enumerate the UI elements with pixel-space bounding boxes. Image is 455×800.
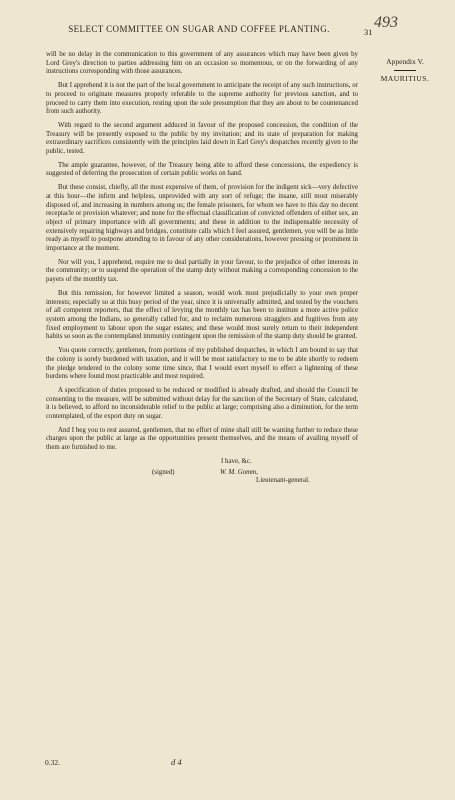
margin-note [364,57,446,84]
paragraph: But this remission, for however limited a season, would work most prejudicially to your own proper interests; especially so at this busy period of the year, since it is universally admitted, and tested by the vouchers of all competent reporters, that the effect of levying the monthly tax has been to institute a more active police system among the Indians, so generally called for, and to reclaim numerous stragglers and fugitives from any fixed employment to labour upon the sugar estates; and these would most surely return to their independent habits so soon as the contemplated immunity contingent upon the remission of the stamp duty should be granted. [46,289,358,341]
margin-appendix: Appendix V. [386,57,424,66]
closing-name: W. M. Gomm, [220,468,258,476]
paragraph: And I beg you to rest assured, gentlemen, that no effort of mine shall still be wanting further to reduce these charges upon the public at large as the opportunities present themselves, and the means of availing myself of them are furnished to me. [46,426,358,452]
handwritten-page-number: 493 [374,14,398,31]
footer-reference: 0.32. [45,758,60,767]
closing-signed: (signed) [152,468,175,476]
letter-body [46,51,358,486]
paragraph: You quote correctly, gentlemen, from portions of my published despatches, in which I am bound to say that the colony is sorely burdened with taxation, and it will be most satisfactory to me to be able shortly to redeem the pledge tendered to the colony some time since, that I would exert myself to effect a lightening of these burdens where found most practicable and most required. [46,347,358,381]
closing-salutation: I have, &c. [221,457,252,465]
paragraph: A specification of duties proposed to be reduced or modified is already drafted, and should the Council be consenting to the measure, will be submitted without delay for the sanction of the Secretary of State, calculated, it is believed, to afford no inconsiderable relief to the public at large; comprising also a diminution, for the term contemplated, of the export duty on sugar. [46,386,358,421]
closing-title: Lieutenant-general. [256,477,310,485]
letter-closing [46,458,358,486]
paragraph: But I apprehend it is not the part of the local government to anticipate the receipt of any such instructions, or to proceed to originate measures properly referable to the supreme authority for previous sanction, and to proceed to carry them into execution, resting upon the sole presumption that they are about to be countenanced from such authority. [46,82,358,116]
paragraph: With regard to the second argument adduced in favour of the proposed concession, the condition of the Treasury will be presently exposed to the public by my invitation; and its state of preparation for making extraordinary sacrifices consistently with the principles laid down in Earl Grey's despatches recently given to the public, tested. [46,121,358,156]
page-header-title: SELECT COMMITTEE ON SUGAR AND COFFEE PLANTING. [68,24,330,34]
paragraph: The ample guarantee, however, of the Treasury being able to afford these concessions, the expediency is suggested of deferring the prosecution of certain public works on hand. [46,161,358,178]
paragraph: But these consist, chiefly, all the most expensive of them, of provision for the indigent sick—very defective at this hour—the infirm and helpless, unprovided with any sort of refuge; the insane, still most miserably disposed of, and increasing in numbers among us; the female prisoners, for whom we have to this day no decent receptacle or provision whatever; and none for the effectual classification of convicted offenders of either sex, an object of primary importance with all governments; and these in addition to the indispensable necessity of extensively repairing highways and bridges, constitute calls which I feel assured, gentlemen, you will be as little ready as myself to postpone attending to in favour of any other considerations, however pressing or prominent in importance at the moment. [46,184,358,253]
margin-rule [394,70,416,71]
footer-signature-mark: d 4 [171,757,182,767]
page-number: 31 [364,27,373,37]
paragraph: Nor will you, I apprehend, require me to deal partially in your favour, to the prejudice of other interests in the community; or to suspend the operation of the stamp duty without making a corresponding concession to the payers of the monthly tax. [46,258,358,284]
margin-place: MAURITIUS. [380,74,430,83]
closing-signature-line [46,469,358,478]
paragraph: will be no delay in the communication to this government of any assurances which may have been given by Lord Grey's direction to parties addressing him on an occasion so momentous, or on the forwarding of any instructions corresponding with those assurances. [46,51,358,76]
